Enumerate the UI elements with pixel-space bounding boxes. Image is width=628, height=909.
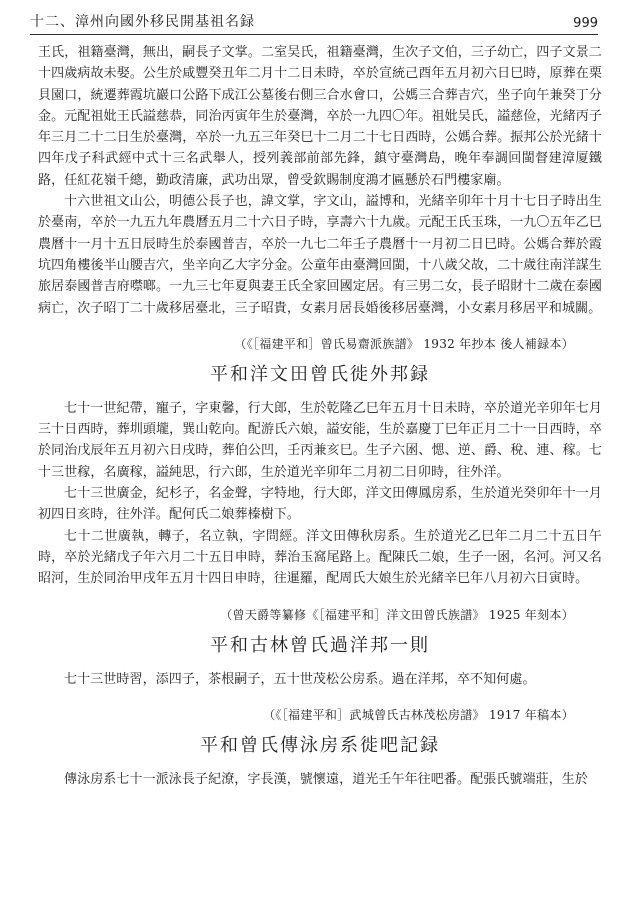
section-title: 平和古林曾氏過洋邦一則 xyxy=(210,634,430,656)
running-title: 十二、漳州向國外移民開基祖名録 xyxy=(30,14,255,30)
paragraph: 七十二世廣執，轉子，名立執，字問經。洋文田傳秋房系。生於道光乙巳年二月二十五日午時，卒於光緒戊子年六月二十五日申時，葬治玉窩尾路上。配陳氏二娘，生子一囦，名河。河又名昭河，生於同治甲戌年五月十四日申時，往暹羅，配周氏大娘生於光緒辛巳年八月初六日寅時。 xyxy=(38,528,602,587)
source-citation: （《［福建平和］武城曾氏古林茂松房譜》 1917 年稿本） xyxy=(263,707,574,722)
paragraph: 傳泳房系七十一派泳長子紀潦，字長漢，號懷遠，道光壬午年往吧番。配張氏號端莊，生於 xyxy=(64,771,589,787)
source-citation: （曾天爵等纂修《［福建平和］洋文田曾氏族譜》 1925 年刻本） xyxy=(220,607,574,622)
page-number: 999 xyxy=(573,16,598,31)
source-citation: （《［福建平和］曾氏易齋派族譜》 1932 年抄本 後人補録本） xyxy=(234,336,574,351)
running-header xyxy=(30,12,598,35)
paragraph: 七十三世廣金，紀杉子，名金聲，字特地，行大郎，洋文田傳鳳房系，生於道光癸卯年十一月初四日亥時，往外洋。配何氏二娘葬榛樹下。 xyxy=(38,486,602,523)
paragraph: 七十一世紀帶，寵子，字東馨，行大郎，生於乾隆乙巳年五月十日未時，卒於道光辛卯年七月三十日西時，葬圳頭壠，巽山乾向。配游氏六娘，謚安能，生於嘉慶丁巳年正月二十一日西時，卒於同治戊辰年五月初六日戌時，葬伯公凹，壬丙兼亥巳。生子六囦、愢、逆、爵、稅、連、稼。七十三世稼，名廣稼，謚純思，行六郎，生於道光辛卯年二月初二日卯時，往外洋。 xyxy=(38,400,602,480)
paragraph: 十六世祖文山公，明德公長子也，諱文掌，字文山，謚博和，光緒辛卯年十月十七日子時出生於臺南，卒於一九五九年農曆五月二十六日子時，享壽六十九歲。元配王氏玉珠，一九〇五年乙巳農曆十一月十五日辰時生於泰國普吉，卒於一九七二年壬子農曆十一月初二日巳時。公媽合葬於霞坑四角樓後半山腰吉穴，坐辛向乙大字分金。公童年由臺灣回閩，十八歲父故，二十歲往南洋謀生旅居泰國普吉府噤啷。一九三七年夏與妻王氏全家回國定居。有三男二女，長子昭財十二歲在泰國病亡，次子昭丁二十歲移居臺北，三子昭貴，女素月居長婚後移居臺灣，小女素月移居平和城關。 xyxy=(38,194,602,316)
section-title: 平和洋文田曾氏徙外邦録 xyxy=(210,363,430,385)
section-title: 平和曾氏傳泳房系徙吧記録 xyxy=(200,734,440,756)
document-body xyxy=(38,42,602,790)
paragraph: 王氏，祖籍臺灣，無出，嗣長子文掌。二室吴氏，祖籍臺灣，生次子文伯，三子幼亡，四子文景二十四歲病故未娶。公生於咸豐癸丑年二月十二日未時，卒於宣統己酉年五月初六日巳時，原葬在栗貝園口，統遷葬霞坑巖口公路下成江公墓後右側三合水會口，公媽三合葬吉穴，坐子向午兼癸丁分金。元配祖妣王氏謚慈恭，同治丙寅年生於臺灣，卒於一九四〇年。祖妣吴氏，謚慈俭，光緒丙子年三月二十二日生於臺灣，卒於一九五三年癸巳十二月二十七日西時，公媽合葬。振邦公於光緒十四年戊子科武經中式十三名武舉人，授列義部前部先鋒，鎮守臺灣島，晚年奉調回閩督建漳厦鐵路，任紅花嶺千總，勤政清廉，武功出眾，曾受欽賜制度鴻才匾懸於石門樓家廟。 xyxy=(38,45,602,188)
paragraph: 七十三世時習，添四子，茶根嗣子，五十世茂松公房系。過在洋邦，卒不知何處。 xyxy=(64,671,536,687)
